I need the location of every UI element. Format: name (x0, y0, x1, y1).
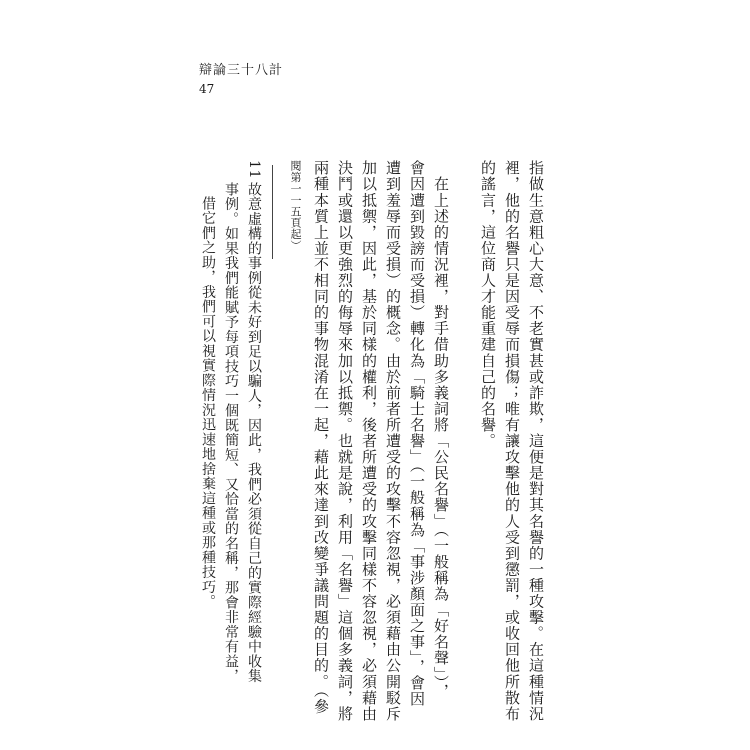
body-text-column-5: 會因遭到毀謗而受損）轉化為「騎士名譽」（一般稱為「事涉顏面之事」，會因 (408, 160, 426, 707)
body-text-column-9: 兩種本質上並不相同的事物混淆在一起，藉此來達到改變爭議問題的目的。（參 (312, 160, 330, 715)
footnote-text-column-3: 借它們之助，我們可以視實際情況迅速地捨棄這種或那種技巧。 (200, 196, 216, 609)
footnote-text-column-2: 事例。如果我們能賦予每項技巧一個既簡短、又恰當的名稱，那會非常有益， (223, 182, 239, 684)
body-text-reference-continuation: 閱第一一五頁起） (289, 160, 302, 252)
running-header-title: 辯論三十八計 (199, 63, 284, 78)
footnote-text-column-1: 故意虛構的事例從未好到足以騙人，因此，我們必須從自己的實際經驗中收集 (246, 182, 262, 684)
footnote-divider (272, 165, 273, 259)
body-text-column-8: 決鬥或還以更強烈的侮辱來加以抵禦。也就是說，利用「名譽」這個多義詞，將 (336, 160, 354, 722)
footnote-number: 11 (246, 160, 262, 180)
page-number: 47 (199, 82, 215, 96)
body-text-column-1: 指做生意粗心大意、不老實甚或詐欺，這便是對其名譽的一種攻擊。在這種情況 (527, 160, 545, 722)
body-text-column-2: 裡，他的名譽只是因受辱而損傷；唯有讓攻擊他的人受到懲罰，或收回他所散布 (503, 160, 521, 722)
body-text-column-4: 在上述的情況裡，對手借助多義詞將「公民名譽」（一般稱為「好名聲」）， (432, 160, 450, 700)
body-text-column-3: 的謠言，這位商人才能重建自己的名譽。 (479, 160, 497, 449)
body-text-column-7: 加以抵禦，因此，基於同樣的權利，後者所遭受的攻擊同樣不容忽視，必須藉由 (360, 160, 378, 722)
body-text-column-6: 遭到羞辱而受損）的概念。由於前者所遭受的攻擊不容忽視，必須藉由公開駁斥 (384, 160, 402, 722)
